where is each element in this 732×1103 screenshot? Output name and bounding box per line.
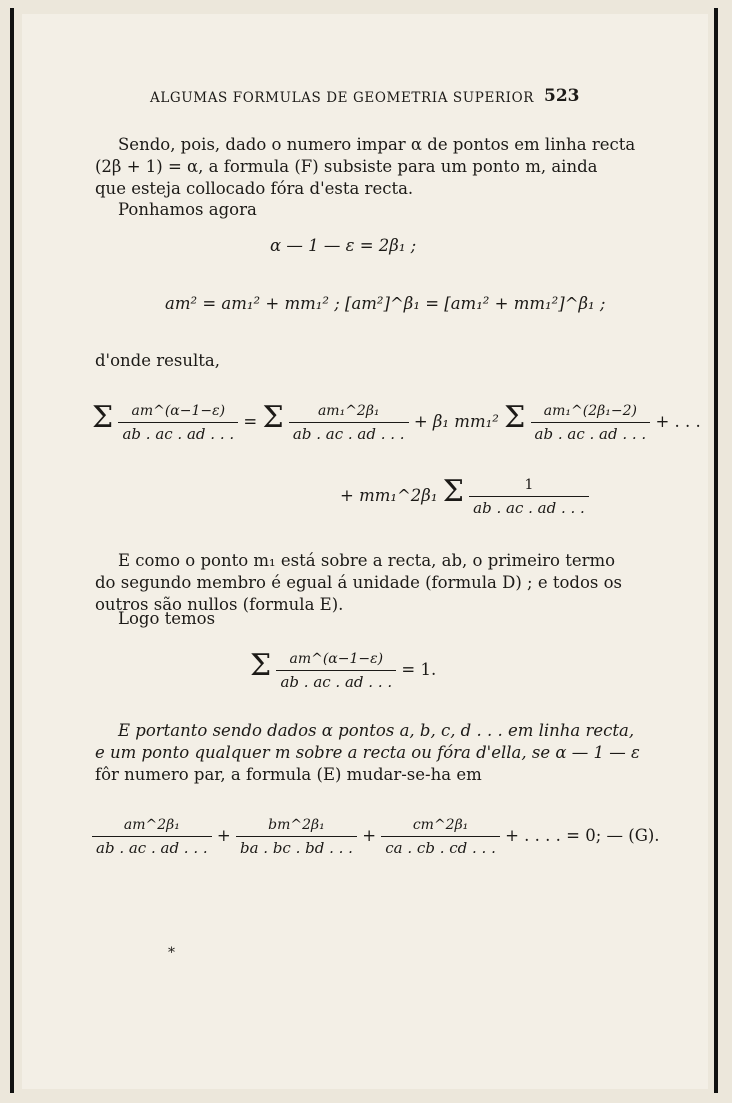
paragraph-6-line-3: fôr numero par, a formula (E) mudar-se-ha em	[95, 765, 482, 784]
fraction-numerator: 1	[469, 474, 589, 497]
sigma-symbol: Σ	[442, 474, 464, 509]
fraction	[276, 648, 396, 693]
lead-term: + mm₁^2β₁	[340, 486, 438, 505]
fraction-denominator: ab . ac . ad . . .	[280, 673, 393, 691]
right-hand-side: = 1.	[401, 660, 437, 679]
paragraph-3: d'onde resulta,	[95, 351, 220, 370]
equation-1: α — 1 — ε = 2β₁ ;	[270, 236, 417, 255]
footnote-star: *	[168, 945, 175, 961]
paragraph-6-line-1: E portanto sendo dados α pontos a, b, c, d . . . em linha recta,	[118, 721, 635, 740]
fraction-numerator: cm^2β₁	[381, 814, 500, 837]
plus-sign: +	[216, 826, 231, 845]
fraction-numerator: bm^2β₁	[236, 814, 357, 837]
sigma-symbol: Σ	[250, 648, 272, 683]
equation-5	[250, 648, 436, 698]
paragraph-6-line-2: e um ponto qualquer m sobre a recta ou fóra d'ella, se α — 1 — ε	[95, 743, 640, 762]
paragraph-1-line-1: Sendo, pois, dado o numero impar α de pontos em linha recta	[118, 135, 636, 154]
equation-6	[92, 814, 660, 864]
paragraph-4-line-3: outros são nullos (formula E).	[95, 595, 344, 614]
fraction	[531, 400, 651, 445]
fraction	[289, 400, 409, 445]
sigma-symbol: Σ	[504, 400, 526, 435]
fraction-denominator: ab . ac . ad . . .	[534, 425, 647, 443]
paragraph-1-line-2: (2β + 1) = α, a formula (F) subsiste para um ponto m, ainda	[95, 157, 598, 176]
sigma-symbol: Σ	[262, 400, 284, 435]
fraction-denominator: ab . ac . ad . . .	[122, 425, 235, 443]
running-title: ALGUMAS FORMULAS DE GEOMETRIA SUPERIOR	[150, 90, 535, 106]
plus-sign: +	[362, 826, 377, 845]
paragraph-1-line-3: que esteja collocado fóra d'esta recta.	[95, 179, 414, 198]
fraction	[236, 814, 357, 859]
middle-term: + β₁ mm₁²	[413, 412, 499, 431]
fraction-denominator: ba . bc . bd . . .	[239, 839, 353, 857]
equals-sign: =	[243, 412, 258, 431]
equation-2: am² = am₁² + mm₁² ; [am²]^β₁ = [am₁² + mm₁²]^β₁ ;	[165, 294, 606, 313]
fraction-denominator: ab . ac . ad . . .	[292, 425, 405, 443]
fraction-numerator: am₁^(2β₁−2)	[531, 400, 651, 423]
fraction-denominator: ab . ac . ad . . .	[473, 499, 585, 517]
tail-term: + . . .	[655, 412, 701, 431]
equation-3	[92, 400, 701, 450]
fraction	[118, 400, 238, 445]
fraction	[469, 474, 589, 519]
fraction	[92, 814, 212, 859]
paragraph-5: Logo temos	[118, 609, 216, 628]
fraction-denominator: ca . cb . cd . . .	[385, 839, 496, 857]
tail-term: + . . . . = 0; — (G).	[505, 826, 660, 845]
paragraph-4-line-1: E como o ponto m₁ está sobre a recta, ab, o primeiro termo	[118, 551, 616, 570]
sigma-symbol: Σ	[92, 400, 114, 435]
fraction-numerator: am^(α−1−ε)	[276, 648, 396, 671]
equation-4	[340, 474, 589, 524]
fraction-denominator: ab . ac . ad . . .	[96, 839, 208, 857]
paragraph-4-line-2: do segundo membro é egual á unidade (formula D) ; e todos os	[95, 573, 623, 592]
paragraph-2: Ponhamos agora	[118, 200, 257, 219]
page-number: 523	[544, 86, 580, 106]
fraction-numerator: am^(α−1−ε)	[118, 400, 238, 423]
fraction-numerator: am₁^2β₁	[289, 400, 409, 423]
fraction-numerator: am^2β₁	[92, 814, 212, 837]
fraction	[381, 814, 500, 859]
